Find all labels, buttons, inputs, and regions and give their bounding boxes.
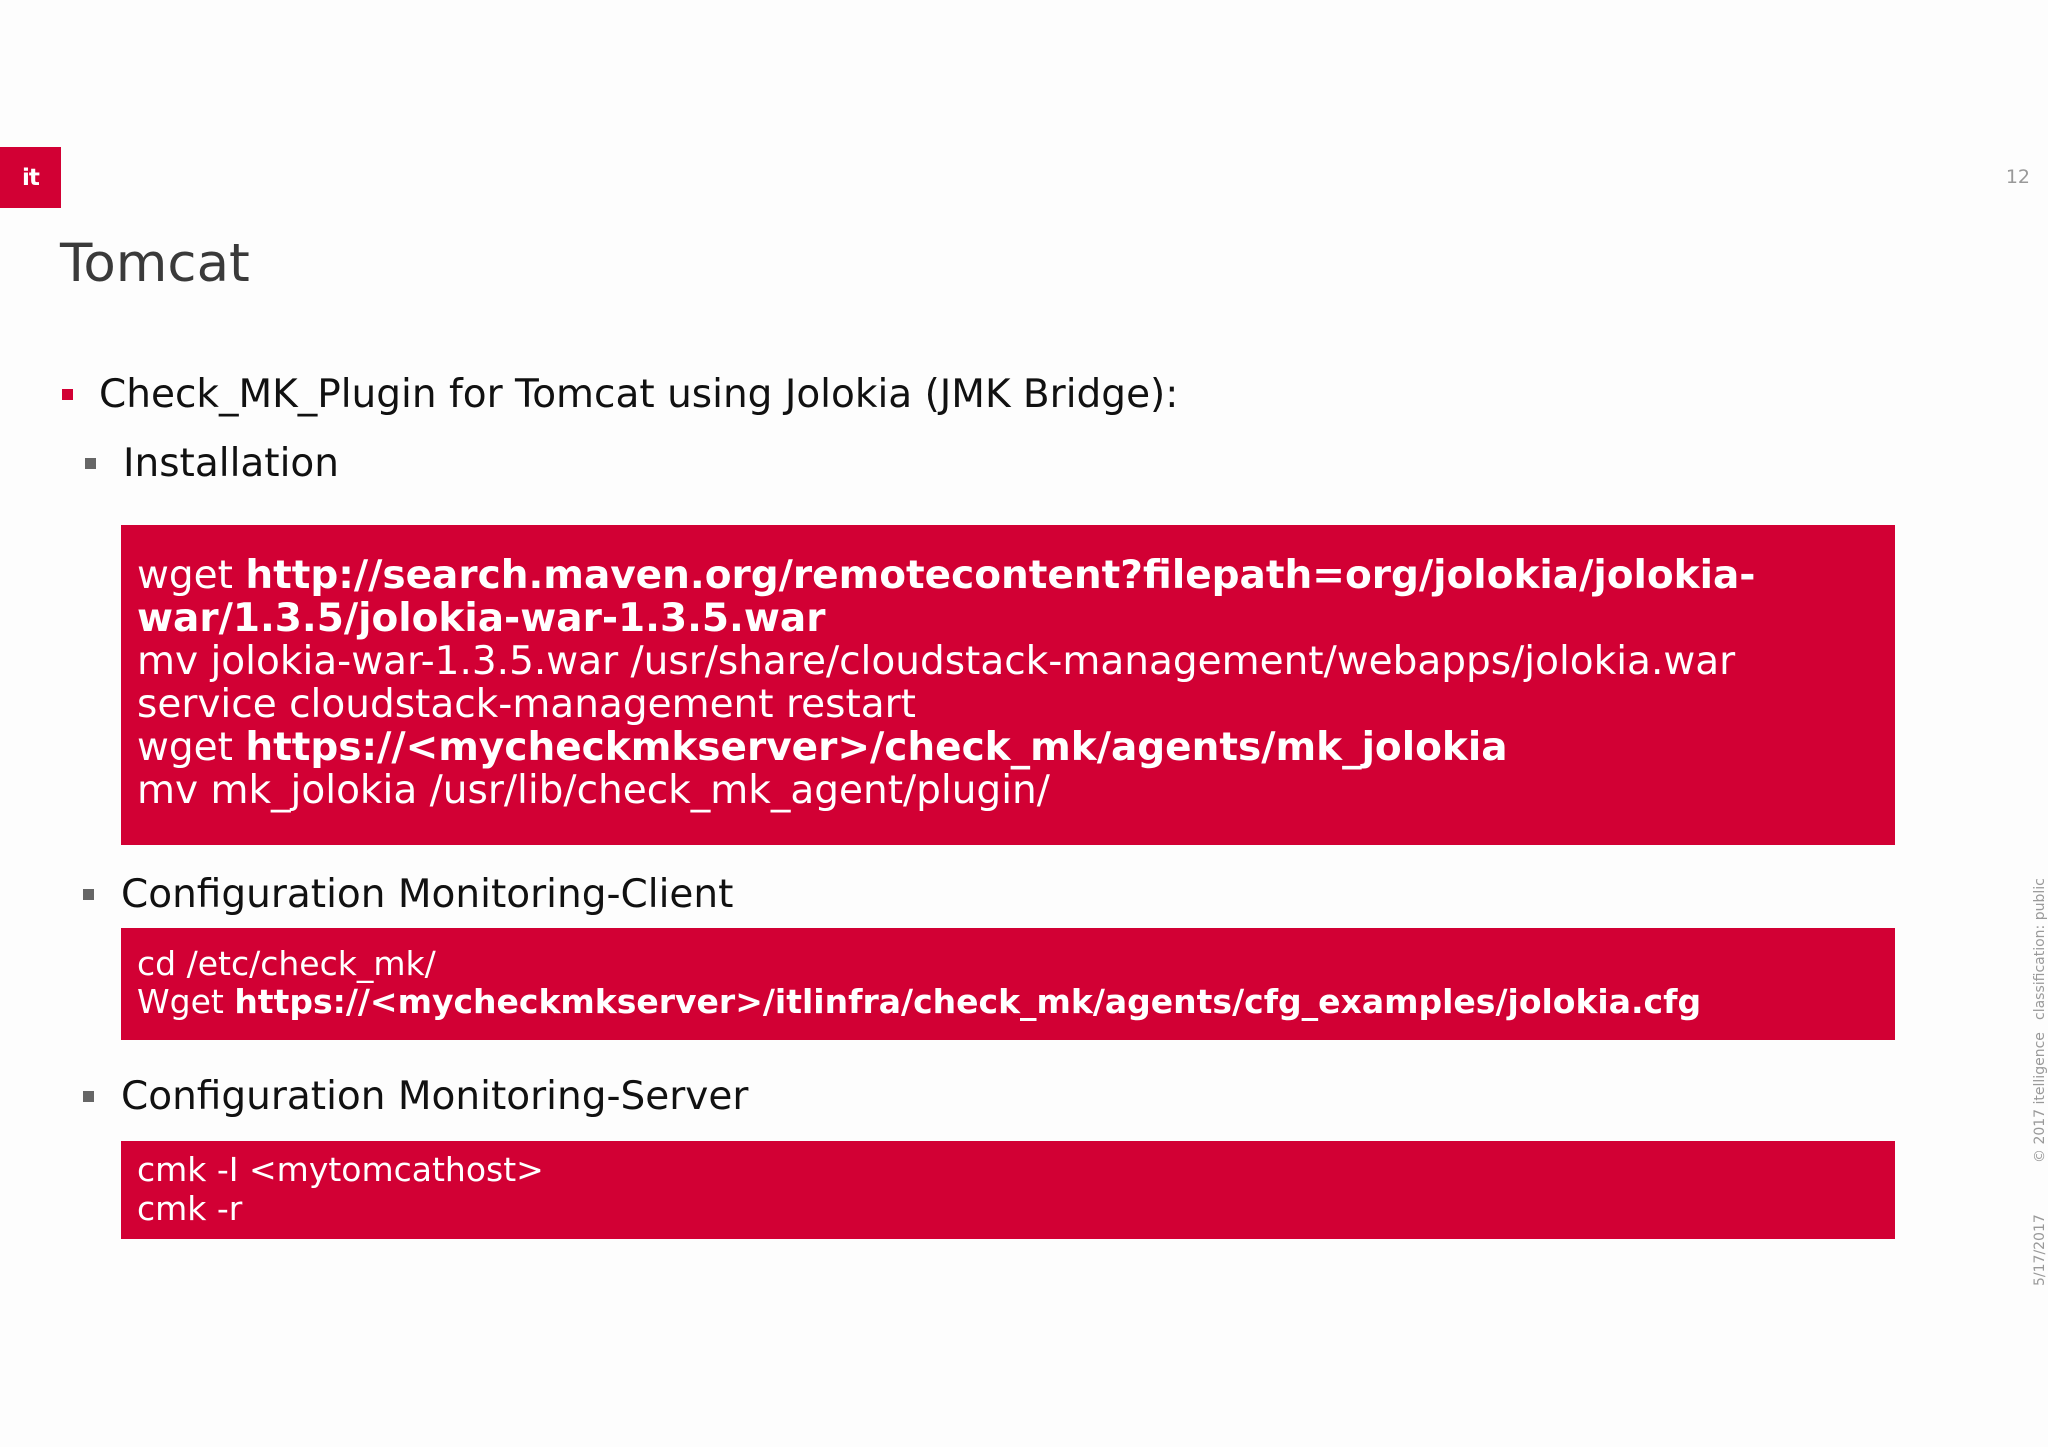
sub-bullet-installation: [85, 441, 339, 486]
sub-bullet-square-icon: [83, 1091, 94, 1102]
main-bullet-text: Check_MK_Plugin for Tomcat using Jolokia (JMK Bridge):: [99, 372, 1179, 417]
sub-bullet-square-icon: [85, 458, 96, 469]
sub-bullet-server: [83, 1074, 748, 1119]
sub-bullet-client: [83, 872, 733, 917]
installation-code-box: [121, 525, 1895, 845]
code-line: service cloudstack-management restart: [137, 682, 916, 727]
client-code-box: [121, 928, 1895, 1040]
sub-bullet-square-icon: [83, 889, 94, 900]
server-code-box: [121, 1141, 1895, 1239]
code-line: wget http://search.maven.org/remotecontent?filepath=org/jolokia/jolokia-: [137, 553, 1756, 598]
main-bullet: [62, 372, 1178, 417]
code-line: war/1.3.5/jolokia-war-1.3.5.war: [137, 596, 826, 641]
bullet-square-icon: [62, 389, 73, 400]
code-line: cmk -r: [137, 1189, 243, 1228]
code-line: Wget https://<mycheckmkserver>/itlinfra/check_mk/agents/cfg_examples/jolokia.cfg: [137, 982, 1702, 1021]
code-line: mv jolokia-war-1.3.5.war /usr/share/cloudstack-management/webapps/jolokia.war: [137, 639, 1736, 684]
server-label: Configuration Monitoring-Server: [121, 1074, 749, 1119]
code-line: cmk -I <mytomcathost>: [137, 1150, 544, 1189]
company-logo: it: [0, 147, 61, 208]
code-line: wget https://<mycheckmkserver>/check_mk/agents/mk_jolokia: [137, 725, 1508, 770]
classification-label: classification: public: [2032, 878, 2048, 1020]
client-label: Configuration Monitoring-Client: [121, 872, 734, 917]
installation-label: Installation: [123, 441, 340, 486]
date-label: 5/17/2017: [2032, 1214, 2048, 1286]
slide-title: Tomcat: [60, 233, 250, 294]
code-line: mv mk_jolokia /usr/lib/check_mk_agent/plugin/: [137, 768, 1050, 813]
code-line: cd /etc/check_mk/: [137, 944, 436, 983]
copyright-label: © 2017 itelligence: [2032, 1032, 2048, 1163]
page-number: 12: [2005, 166, 2030, 188]
